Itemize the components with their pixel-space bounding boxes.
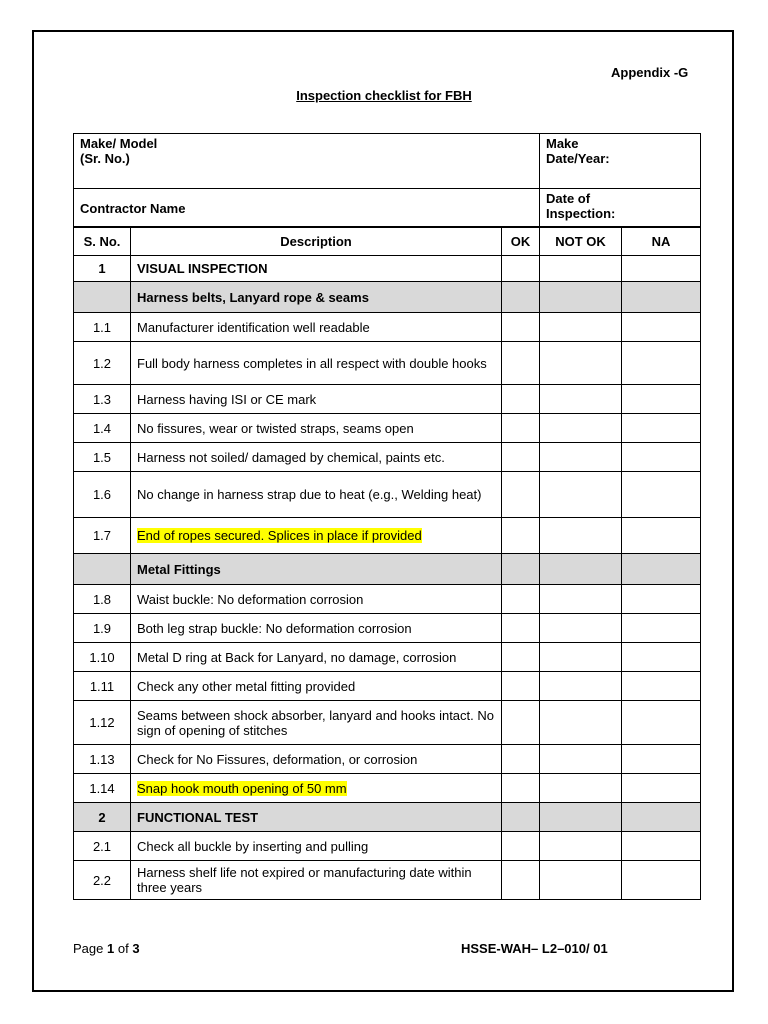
not-ok-cell	[540, 554, 622, 585]
page-current: 1	[107, 941, 115, 956]
ok-cell	[502, 472, 540, 518]
col-header-na: NA	[622, 227, 701, 256]
na-cell	[622, 774, 701, 803]
serial-number-cell: 1.7	[74, 518, 131, 554]
not-ok-cell	[540, 443, 622, 472]
description-cell	[131, 342, 502, 385]
description-cell	[131, 614, 502, 643]
na-cell	[622, 385, 701, 414]
description-text: Harness not soiled/ damaged by chemical, paints etc.	[137, 449, 445, 465]
serial-number-cell: 2.1	[74, 832, 131, 861]
serial-number-cell: 1	[74, 256, 131, 282]
na-cell	[622, 282, 701, 313]
description-cell	[131, 861, 502, 900]
not-ok-cell	[540, 614, 622, 643]
serial-number-cell	[74, 282, 131, 313]
description-cell	[131, 554, 502, 585]
not-ok-cell	[540, 385, 622, 414]
checklist-table	[73, 226, 701, 900]
description-text: Check all buckle by inserting and pulling	[137, 838, 369, 854]
not-ok-cell	[540, 643, 622, 672]
na-cell	[622, 832, 701, 861]
na-cell	[622, 256, 701, 282]
contractor-label: Contractor Name	[80, 200, 186, 216]
description-text: Manufacturer identification well readable	[137, 319, 370, 335]
table-row	[74, 313, 701, 342]
na-cell	[622, 472, 701, 518]
description-cell	[131, 701, 502, 745]
col-header-ok: OK	[502, 227, 540, 256]
header-info-table	[73, 133, 701, 228]
serial-number-cell: 2.2	[74, 861, 131, 900]
na-cell	[622, 554, 701, 585]
serial-number-cell: 1.5	[74, 443, 131, 472]
ok-cell	[502, 745, 540, 774]
not-ok-cell	[540, 518, 622, 554]
table-row	[74, 672, 701, 701]
serial-number-cell: 1.12	[74, 701, 131, 745]
not-ok-cell	[540, 701, 622, 745]
description-cell	[131, 672, 502, 701]
serial-number-cell: 1.6	[74, 472, 131, 518]
description-cell	[131, 443, 502, 472]
page-total: 3	[132, 941, 140, 956]
na-cell	[622, 701, 701, 745]
document-code: HSSE-WAH– L2–010/ 01	[461, 941, 608, 956]
table-row	[74, 614, 701, 643]
page-number	[73, 941, 140, 956]
description-text: Metal Fittings	[137, 561, 221, 577]
description-text: Full body harness completes in all respect with double hooks	[137, 355, 487, 371]
not-ok-cell	[540, 342, 622, 385]
not-ok-cell	[540, 745, 622, 774]
subsection-row	[74, 554, 701, 585]
table-header-row	[74, 227, 701, 256]
description-text: Harness having ISI or CE mark	[137, 391, 317, 407]
col-header-sno: S. No.	[74, 227, 131, 256]
not-ok-cell	[540, 861, 622, 900]
description-cell	[131, 256, 502, 282]
description-text: Harness shelf life not expired or manufacturing date within three years	[137, 865, 472, 895]
na-cell	[622, 585, 701, 614]
description-cell	[131, 385, 502, 414]
inspection-date-field	[540, 189, 701, 228]
ok-cell	[502, 342, 540, 385]
serial-number-cell: 1.2	[74, 342, 131, 385]
ok-cell	[502, 803, 540, 832]
na-cell	[622, 443, 701, 472]
table-row	[74, 342, 701, 385]
table-row	[74, 832, 701, 861]
serial-number-cell: 1.1	[74, 313, 131, 342]
table-row	[74, 585, 701, 614]
description-text: Both leg strap buckle: No deformation corrosion	[137, 620, 412, 636]
na-cell	[622, 313, 701, 342]
not-ok-cell	[540, 585, 622, 614]
table-row	[74, 643, 701, 672]
ok-cell	[502, 282, 540, 313]
not-ok-cell	[540, 282, 622, 313]
description-cell	[131, 832, 502, 861]
description-text: Metal D ring at Back for Lanyard, no damage, corrosion	[137, 649, 457, 665]
ok-cell	[502, 518, 540, 554]
na-cell	[622, 745, 701, 774]
serial-number-cell: 1.4	[74, 414, 131, 443]
table-row	[74, 861, 701, 900]
description-text: FUNCTIONAL TEST	[137, 809, 259, 825]
na-cell	[622, 518, 701, 554]
description-cell	[131, 803, 502, 832]
table-row	[74, 472, 701, 518]
subsection-row	[74, 282, 701, 313]
contractor-field	[74, 189, 540, 228]
na-cell	[622, 672, 701, 701]
make-date-field	[540, 134, 701, 189]
description-text: Check any other metal fitting provided	[137, 678, 356, 694]
page-title: Inspection checklist for FBH	[296, 88, 472, 103]
table-row	[74, 774, 701, 803]
serial-number-cell: 1.8	[74, 585, 131, 614]
page-prefix: Page	[73, 941, 104, 956]
not-ok-cell	[540, 472, 622, 518]
table-row	[74, 701, 701, 745]
description-text: Seams between shock absorber, lanyard and hooks intact. No sign of opening of stitches	[137, 707, 494, 738]
description-text: Snap hook mouth opening of 50 mm	[137, 780, 347, 796]
ok-cell	[502, 774, 540, 803]
table-row	[74, 385, 701, 414]
ok-cell	[502, 313, 540, 342]
not-ok-cell	[540, 313, 622, 342]
ok-cell	[502, 643, 540, 672]
serial-number-cell: 1.14	[74, 774, 131, 803]
appendix-label: Appendix -G	[611, 65, 689, 80]
table-row	[74, 518, 701, 554]
table-row	[74, 414, 701, 443]
description-cell	[131, 585, 502, 614]
description-cell	[131, 745, 502, 774]
description-cell	[131, 313, 502, 342]
serial-number-cell: 1.10	[74, 643, 131, 672]
ok-cell	[502, 585, 540, 614]
serial-number-cell: 1.11	[74, 672, 131, 701]
make-model-field	[74, 134, 540, 189]
ok-cell	[502, 701, 540, 745]
ok-cell	[502, 443, 540, 472]
subsection-row	[74, 803, 701, 832]
na-cell	[622, 414, 701, 443]
make-date-label: Make Date/Year:	[546, 136, 610, 166]
na-cell	[622, 342, 701, 385]
description-text: No change in harness strap due to heat (e.g., Welding heat)	[137, 487, 482, 502]
not-ok-cell	[540, 803, 622, 832]
description-text: Check for No Fissures, deformation, or corrosion	[137, 751, 418, 767]
ok-cell	[502, 385, 540, 414]
ok-cell	[502, 414, 540, 443]
table-row	[74, 443, 701, 472]
ok-cell	[502, 861, 540, 900]
description-cell	[131, 774, 502, 803]
serial-number-cell: 2	[74, 803, 131, 832]
ok-cell	[502, 554, 540, 585]
description-text: End of ropes secured. Splices in place if provided	[137, 528, 422, 543]
page-of: of	[117, 941, 129, 956]
description-cell	[131, 414, 502, 443]
na-cell	[622, 803, 701, 832]
serial-number-cell: 1.3	[74, 385, 131, 414]
not-ok-cell	[540, 832, 622, 861]
ok-cell	[502, 832, 540, 861]
ok-cell	[502, 256, 540, 282]
serial-number-cell	[74, 554, 131, 585]
serial-number-cell: 1.13	[74, 745, 131, 774]
na-cell	[622, 643, 701, 672]
description-text: Waist buckle: No deformation corrosion	[137, 591, 364, 607]
table-row	[74, 745, 701, 774]
description-cell	[131, 472, 502, 518]
ok-cell	[502, 614, 540, 643]
description-text: VISUAL INSPECTION	[137, 261, 268, 276]
not-ok-cell	[540, 672, 622, 701]
ok-cell	[502, 672, 540, 701]
make-model-label: Make/ Model (Sr. No.)	[80, 136, 158, 166]
section-row	[74, 256, 701, 282]
col-header-not-ok: NOT OK	[540, 227, 622, 256]
description-cell	[131, 518, 502, 554]
serial-number-cell: 1.9	[74, 614, 131, 643]
description-cell	[131, 282, 502, 313]
inspection-date-label: Date of Inspection:	[546, 191, 616, 221]
col-header-description: Description	[131, 227, 502, 256]
not-ok-cell	[540, 414, 622, 443]
na-cell	[622, 861, 701, 900]
description-text: No fissures, wear or twisted straps, seams open	[137, 420, 414, 436]
na-cell	[622, 614, 701, 643]
description-text: Harness belts, Lanyard rope & seams	[137, 289, 369, 305]
not-ok-cell	[540, 774, 622, 803]
description-cell	[131, 643, 502, 672]
not-ok-cell	[540, 256, 622, 282]
